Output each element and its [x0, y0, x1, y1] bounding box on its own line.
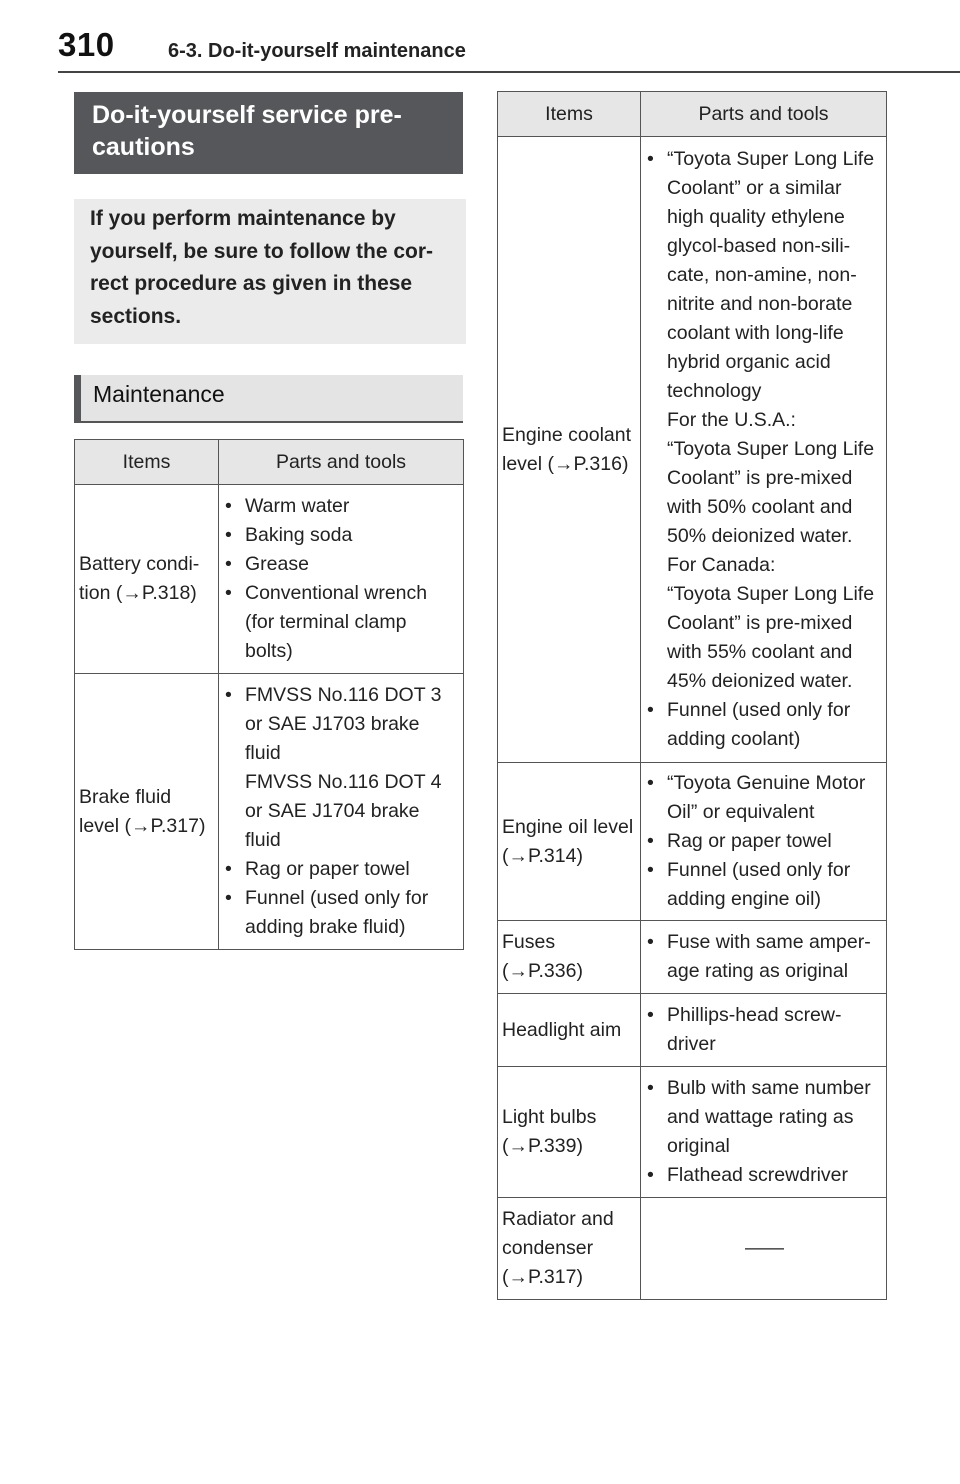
parts-cell-bulbs [641, 1067, 887, 1198]
precautions-title-box [74, 92, 463, 174]
list-item-continuation: Oil” or equivalent [667, 801, 815, 823]
item-line: level (→P.317) [79, 814, 206, 837]
list-item-continuation: or SAE J1703 brake [245, 713, 420, 735]
list-item: • Bulb with same number [647, 1074, 882, 1103]
precautions-title-line: Do-it-yourself service pre- [92, 101, 402, 129]
list-item-continuation: adding brake fluid) [245, 916, 406, 938]
table-row [498, 994, 887, 1067]
section-title: 6-3. Do-it-yourself maintenance [168, 40, 466, 62]
item-cell-headlight: Headlight aim [498, 994, 641, 1067]
header-rule [58, 71, 960, 73]
intro-line: yourself, be sure to follow the cor- [90, 239, 434, 263]
list-item-continuation: with 50% coolant and [667, 496, 853, 518]
list-item: • Funnel (used only for [647, 696, 882, 725]
parts-cell-radiator: —— [641, 1198, 887, 1300]
list-item-continuation: Coolant” is pre-mixed [667, 612, 853, 634]
list-item-continuation: with 55% coolant and [667, 641, 853, 663]
list-item-continuation: Coolant” is pre-mixed [667, 467, 853, 489]
list-item: • Baking soda [225, 521, 459, 550]
parts-cell-oil [641, 763, 887, 921]
list-item-continuation: and wattage rating as [667, 1106, 854, 1128]
list-item-continuation: driver [667, 1033, 716, 1055]
table-row [498, 137, 887, 763]
intro-box [74, 199, 466, 344]
list-item: • Conventional wrench [225, 579, 459, 608]
maintenance-table-left [74, 439, 464, 950]
table-row [498, 1067, 887, 1198]
list-item: • Funnel (used only for [647, 856, 882, 885]
list-item-continuation: coolant with long-life [667, 322, 844, 344]
item-line: Fuses [502, 931, 556, 953]
list-item: • Grease [225, 550, 459, 579]
column-header-parts: Parts and tools [641, 92, 887, 137]
list-item-continuation: FMVSS No.116 DOT 4 [245, 771, 442, 793]
table-row [498, 763, 887, 921]
list-item-continuation: hybrid organic acid [667, 351, 831, 373]
parts-cell-battery [219, 485, 464, 674]
list-item-continuation: bolts) [245, 640, 293, 662]
item-line: Battery condi- [79, 553, 200, 575]
item-line: Engine coolant [502, 423, 632, 446]
list-item-continuation: (for terminal clamp [245, 611, 407, 633]
list-item-continuation: adding engine oil) [667, 888, 821, 910]
item-cell-oil [498, 763, 641, 921]
maintenance-heading: Maintenance [74, 375, 463, 423]
item-cell-fuses [498, 921, 641, 994]
list-item: • “Toyota Super Long Life [647, 145, 882, 174]
parts-cell-brake [219, 674, 464, 950]
page-number: 310 [58, 26, 115, 63]
item-cell-coolant [498, 137, 641, 763]
list-item-continuation: nitrite and non-borate [667, 293, 853, 315]
list-item-continuation: For the U.S.A.: [667, 409, 796, 431]
parts-cell-headlight [641, 994, 887, 1067]
parts-cell-coolant [641, 137, 887, 763]
list-item-continuation: fluid [245, 742, 281, 764]
parts-cell-fuses [641, 921, 887, 994]
list-item: • Flathead screwdriver [647, 1161, 882, 1190]
table-row [75, 674, 464, 950]
list-item-continuation: 45% deionized water. [667, 670, 853, 692]
list-item: • Warm water [225, 492, 459, 521]
item-line: Engine oil level [502, 815, 634, 838]
list-item-continuation: Coolant” or a similar [667, 177, 842, 199]
table-row [498, 1198, 887, 1300]
list-item-continuation: age rating as original [667, 960, 849, 982]
list-item: • Rag or paper towel [647, 827, 882, 856]
item-line: Brake fluid [79, 785, 172, 808]
list-item-continuation: glycol-based non-sili- [667, 235, 851, 257]
intro-line: sections. [90, 304, 182, 328]
precautions-title-line: cautions [92, 133, 195, 161]
list-item-continuation: technology [667, 380, 762, 402]
list-item: • Rag or paper towel [225, 855, 459, 884]
list-item: • Phillips-head screw- [647, 1001, 882, 1030]
list-item: • “Toyota Genuine Motor [647, 769, 882, 798]
table-row [498, 921, 887, 994]
item-line: level (→P.316) [502, 452, 629, 475]
item-line: (→P.336) [502, 960, 583, 982]
list-item-continuation: or SAE J1704 brake [245, 800, 420, 822]
item-cell-brake [75, 674, 219, 950]
column-header-parts: Parts and tools [219, 440, 464, 485]
column-header-items: Items [75, 440, 219, 485]
intro-line: rect procedure as given in these [90, 272, 413, 295]
list-item-continuation: “Toyota Super Long Life [667, 583, 875, 605]
item-line: Radiator and [502, 1208, 614, 1230]
list-item-continuation: cate, non-amine, non- [667, 264, 857, 286]
list-item-continuation: fluid [245, 829, 281, 851]
list-item: • FMVSS No.116 DOT 3 [225, 681, 459, 710]
list-item-continuation: “Toyota Super Long Life [667, 438, 875, 460]
list-item-continuation: 50% deionized water. [667, 525, 853, 547]
list-item: • Fuse with same amper- [647, 928, 882, 957]
item-line: tion (→P.318) [79, 582, 197, 604]
item-cell-battery [75, 485, 219, 674]
item-line: Light bulbs [502, 1106, 597, 1128]
item-cell-bulbs [498, 1067, 641, 1198]
table-header-row [75, 440, 464, 485]
column-header-items: Items [498, 92, 641, 137]
item-line: (→P.317) [502, 1266, 583, 1288]
item-line: (→P.314) [502, 844, 583, 867]
list-item-continuation: high quality ethylene [667, 206, 845, 228]
maintenance-table-right [497, 91, 887, 1300]
item-cell-radiator [498, 1198, 641, 1300]
list-item: • Funnel (used only for [225, 884, 459, 913]
list-item-continuation: original [667, 1135, 730, 1157]
item-line: condenser [502, 1237, 594, 1259]
item-line: (→P.339) [502, 1135, 583, 1157]
intro-line: If you perform maintenance by [90, 207, 396, 230]
list-item-continuation: For Canada: [667, 554, 776, 576]
table-row [75, 485, 464, 674]
list-item-continuation: adding coolant) [667, 728, 801, 750]
table-header-row [498, 92, 887, 137]
